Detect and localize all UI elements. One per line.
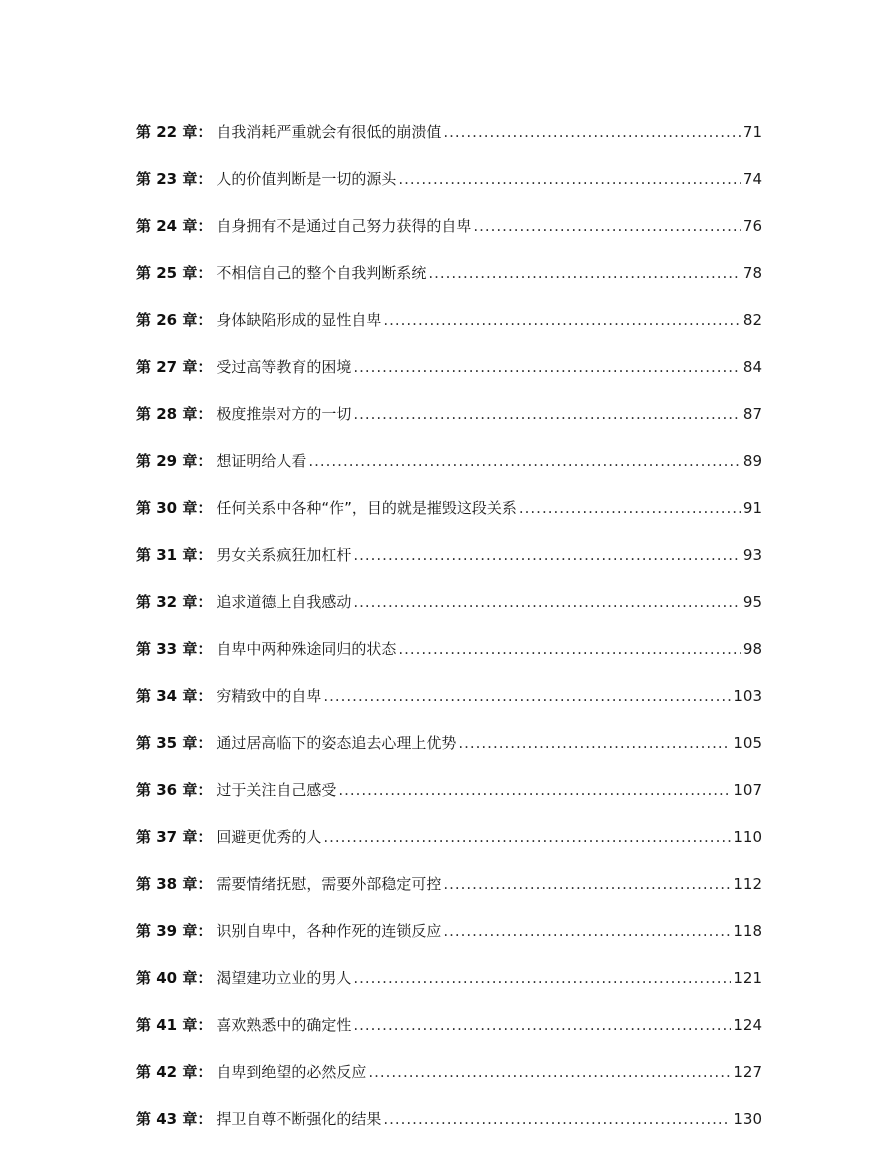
page-number: 74 [742,170,762,188]
page-number: 121 [733,969,762,987]
chapter-number: 第 27 章： [136,358,213,376]
chapter-title: 追求道德上自我感动 [216,593,352,611]
toc-entry[interactable] [136,542,762,589]
leader-dots [473,213,741,239]
chapter-title: 捍卫自尊不断强化的结果 [216,1110,382,1128]
chapter-title: 自卑到绝望的必然反应 [216,1063,367,1081]
toc-entry[interactable] [136,166,762,213]
toc-entry[interactable] [136,918,762,965]
chapter-number: 第 37 章： [136,828,213,846]
leader-dots [398,636,741,662]
chapter-title: 自身拥有不是通过自己努力获得的自卑 [216,217,472,235]
chapter-title: 身体缺陷形成的显性自卑 [216,311,382,329]
page-number: 118 [733,922,762,940]
leader-dots [353,589,741,615]
toc-entry[interactable] [136,495,762,542]
leader-dots [353,965,731,991]
leader-dots [353,401,741,427]
toc-entry[interactable] [136,871,762,918]
chapter-number: 第 39 章： [136,922,213,940]
toc-entry[interactable] [136,730,762,777]
leader-dots [338,777,731,803]
chapter-title: 男女关系疯狂加杠杆 [216,546,352,564]
page-number: 78 [742,264,762,282]
page-number: 127 [733,1063,762,1081]
toc-entry[interactable] [136,636,762,683]
chapter-number: 第 29 章： [136,452,213,470]
toc-entry[interactable] [136,824,762,871]
page-number: 84 [742,358,762,376]
page-number: 110 [733,828,762,846]
leader-dots [353,354,741,380]
toc-entry[interactable] [136,119,762,166]
chapter-title: 任何关系中各种“作”，目的就是摧毁这段关系 [216,499,517,517]
toc-entry[interactable] [136,589,762,636]
page-number: 87 [742,405,762,423]
chapter-number: 第 43 章： [136,1110,213,1128]
page-number: 91 [742,499,762,517]
page-number: 107 [733,781,762,799]
chapter-number: 第 30 章： [136,499,213,517]
leader-dots [368,1059,731,1085]
chapter-number: 第 32 章： [136,593,213,611]
toc-entry[interactable] [136,354,762,401]
chapter-title: 需要情绪抚慰，需要外部稳定可控 [216,875,442,893]
page-number: 71 [742,123,762,141]
toc-entry[interactable] [136,448,762,495]
chapter-title: 自卑中两种殊途同归的状态 [216,640,397,658]
page-number: 105 [733,734,762,752]
chapter-number: 第 23 章： [136,170,213,188]
page-number: 103 [733,687,762,705]
chapter-number: 第 28 章： [136,405,213,423]
leader-dots [519,495,741,521]
page-number: 98 [742,640,762,658]
toc-entry[interactable] [136,260,762,307]
chapter-number: 第 40 章： [136,969,213,987]
toc-entry[interactable] [136,307,762,354]
chapter-title: 极度推崇对方的一切 [216,405,352,423]
chapter-number: 第 38 章： [136,875,213,893]
leader-dots [458,730,731,756]
leader-dots [353,542,741,568]
toc-list [136,119,762,1153]
chapter-title: 识别自卑中，各种作死的连锁反应 [216,922,442,940]
toc-entry[interactable] [136,777,762,824]
page-number: 93 [742,546,762,564]
chapter-number: 第 41 章： [136,1016,213,1034]
toc-entry[interactable] [136,965,762,1012]
chapter-title: 人的价值判断是一切的源头 [216,170,397,188]
page-number: 124 [733,1016,762,1034]
chapter-title: 想证明给人看 [216,452,307,470]
toc-entry[interactable] [136,401,762,448]
chapter-number: 第 24 章： [136,217,213,235]
chapter-title: 渴望建功立业的男人 [216,969,352,987]
chapter-number: 第 35 章： [136,734,213,752]
leader-dots [353,1012,731,1038]
chapter-title: 自我消耗严重就会有很低的崩溃值 [216,123,442,141]
leader-dots [323,824,731,850]
chapter-number: 第 26 章： [136,311,213,329]
chapter-number: 第 22 章： [136,123,213,141]
leader-dots [398,166,741,192]
leader-dots [443,871,731,897]
chapter-number: 第 25 章： [136,264,213,282]
chapter-title: 受过高等教育的困境 [216,358,352,376]
leader-dots [443,119,741,145]
leader-dots [323,683,731,709]
leader-dots [383,1106,731,1132]
chapter-number: 第 33 章： [136,640,213,658]
chapter-title: 不相信自己的整个自我判断系统 [216,264,427,282]
leader-dots [308,448,741,474]
chapter-number: 第 42 章： [136,1063,213,1081]
chapter-title: 穷精致中的自卑 [216,687,322,705]
page-number: 130 [733,1110,762,1128]
toc-entry[interactable] [136,213,762,260]
page-number: 89 [742,452,762,470]
toc-entry[interactable] [136,683,762,730]
leader-dots [383,307,741,333]
page-number: 95 [742,593,762,611]
chapter-number: 第 36 章： [136,781,213,799]
chapter-title: 通过居高临下的姿态追去心理上优势 [216,734,457,752]
leader-dots [428,260,741,286]
page-number: 82 [742,311,762,329]
chapter-number: 第 31 章： [136,546,213,564]
toc-entry[interactable] [136,1106,762,1153]
chapter-title: 喜欢熟悉中的确定性 [216,1016,352,1034]
page-number: 76 [742,217,762,235]
leader-dots [443,918,731,944]
chapter-title: 过于关注自己感受 [216,781,337,799]
page-number: 112 [733,875,762,893]
chapter-title: 回避更优秀的人 [216,828,322,846]
toc-entry[interactable] [136,1012,762,1059]
toc-entry[interactable] [136,1059,762,1106]
chapter-number: 第 34 章： [136,687,213,705]
